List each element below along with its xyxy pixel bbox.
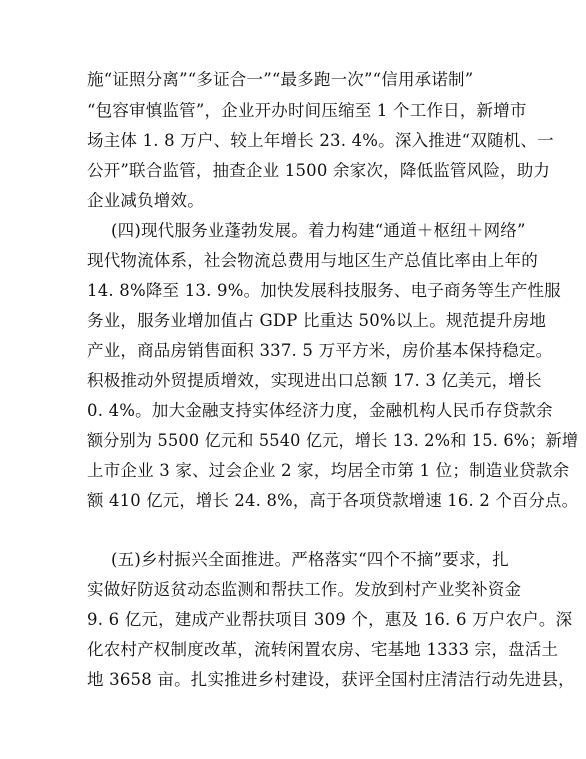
text-line: 实做好防返贫动态监测和帮扶工作。发放到村产业奖补资金 (87, 580, 522, 599)
text-line: 场主体 1. 8 万户、较上年增长 23. 4%。深入推进“双随机、一 (87, 131, 554, 150)
text-line: 额分别为 5500 亿元和 5540 亿元，增长 13. 2%和 15. 6%；新增 (87, 431, 579, 450)
text-line: 9. 6 亿元，建成产业帮扶项目 309 个，惠及 16. 6 万户农户。深 (87, 610, 573, 629)
text-line: 务业，服务业增加值占 GDP 比重达 50%以上。规范提升房地 (87, 311, 547, 330)
text-line: 额 410 亿元，增长 24. 8%，高于各项贷款增速 16. 2 个百分点。 (87, 491, 579, 510)
text-line: “包容审慎监管”，企业开办时间压缩至 1 个工作日，新增市 (87, 101, 527, 120)
text-line: 企业减负增效。 (87, 191, 204, 210)
text-line: 地 3658 亩。扎实推进乡村建设，获评全国村庄清洁行动先进县， (87, 670, 575, 689)
text-line: 施“证照分离”“多证合一”“最多跑一次”“信用承诺制” (87, 70, 474, 89)
text-line: 公开”联合监管，抽查企业 1500 余家次，降低监管风险，助力 (87, 161, 551, 180)
text-line: 现代物流体系，社会物流总费用与地区生产总值比率由上年的 (87, 251, 538, 270)
text-line: 上市企业 3 家、过会企业 2 家，均居全市第 1 位；制造业贷款余 (87, 461, 570, 480)
text-line: 化农村产权制度改革，流转闲置农房、宅基地 1333 宗，盘活土 (87, 640, 559, 659)
text-line: 产业，商品房销售面积 337. 5 万平方米，房价基本保持稳定。 (87, 341, 553, 360)
text-line: 0. 4%。加大金融支持实体经济力度，金融机构人民币存贷款余 (87, 401, 553, 420)
section-heading-line: (四)现代服务业蓬勃发展。着力构建“通道＋枢纽＋网络” (111, 221, 526, 240)
text-line: 积极推动外贸提质增效，实现进出口总额 17. 3 亿美元，增长 (87, 371, 542, 390)
section-heading-line: (五)乡村振兴全面推进。严格落实“四个不摘”要求，扎 (111, 550, 509, 569)
text-line: 14. 8%降至 13. 9%。加快发展科技服务、电子商务等生产性服 (87, 281, 561, 300)
